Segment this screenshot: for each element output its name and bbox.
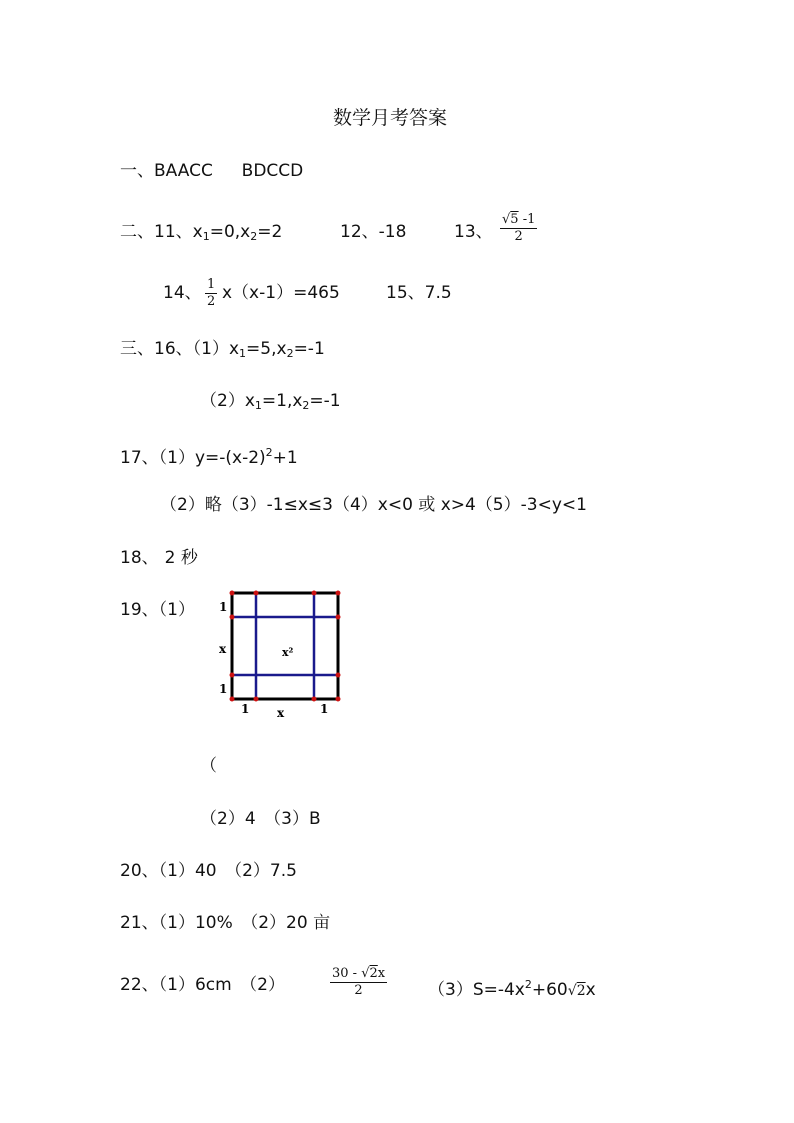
q17-l1-post: +1 [272,448,298,468]
q13-radicand: 5 [510,212,519,227]
q12-answer [340,221,406,243]
q11-x: x [192,222,203,242]
q13-num-rest: -1 [518,212,536,227]
q22-num-a: 30 - [332,966,362,981]
q16-p2-pre: （2）x [200,391,255,411]
q11-eq2: =2 [257,222,283,242]
label-one-top: 1 [219,600,228,614]
q22-part3: $(3)S=-4x^2+60√2x$ [428,978,596,1000]
q17-line2: （2）略（3）-1≤x≤3（4）x<0 或 x>4（5）-3<y<1 [160,495,587,515]
q16-part2 [200,390,341,417]
q16-p2-mid: =1,x [261,391,303,411]
q20-answer: 20、（1）40 （2）7.5 [120,861,297,881]
label-bottom-one-right: 1 [320,702,329,716]
section-1-label: 一、 [120,161,154,181]
label-bottom-one-left: 1 [241,702,250,716]
label-one-bottom: 1 [219,682,228,696]
q14-fraction [205,277,217,310]
q16-number: 16、 [154,339,193,359]
q22-denominator: 2 [354,983,363,998]
q16-p1-post: =-1 [293,339,325,359]
q11-sub2: 2 [250,230,258,243]
q16-p2-sub1: 1 [254,399,262,412]
q18-value: 2 秒 [164,548,198,568]
q22-pre: 22、（1）6cm （2） [120,975,285,995]
q16-p1-sub2: 2 [286,347,294,360]
q14-number: 14、 [163,283,202,303]
q14-denominator: 2 [207,294,216,309]
q22-num-b: x [377,966,386,981]
section-2-label: 二、 [120,222,154,242]
q22-fraction [330,966,387,999]
q13-denominator: 2 [514,229,523,244]
q19-grid-figure [210,588,350,720]
page-title: 数学月考答案 [333,107,448,129]
q12-value: -18 [378,222,407,242]
q16-p1-pre: （1）x [192,339,240,359]
q22-p3-mid: +60 [531,980,568,1000]
q22-p3-post: x [585,980,596,1000]
q22-numerator: 30 - √2x [332,966,386,981]
label-bottom-x: x [277,706,285,720]
label-x-left: x [219,642,227,656]
q22-num-radicand: 2 [369,966,378,981]
q22-p3-radicand: 2 [576,983,586,999]
q19-paren: （ [200,756,217,776]
label-center-x-squared: x² [282,646,294,659]
q13-fraction [500,212,537,245]
q17-l1-sup: 2 [265,446,273,459]
q11-answer [120,221,282,248]
q13-number: 13、 [454,222,493,242]
q11-sub1: 1 [202,230,210,243]
q17-line1 [120,442,298,469]
q19-line3: （2）4 （3）B [200,809,321,829]
q21-answer: 21、（1）10% （2）20 亩 [120,913,331,933]
section-3-label: 三、 [120,339,154,359]
section-1 [120,160,303,182]
q13-numerator: √5 -1 [502,212,536,227]
q16-p2-post: =-1 [309,391,341,411]
q11-number: 11、 [154,222,193,242]
q16-p2-sub2: 2 [302,399,310,412]
q15-answer [386,282,452,304]
q16-p1-mid: =5,x [246,339,287,359]
q19-number: 19、（1） [120,600,195,620]
answer-group-1: BAACC [154,161,213,181]
q18-number: 18、 [120,548,159,568]
q11-eq1: =0,x [209,222,251,242]
q16-part1 [120,338,325,365]
q16-p1-sub1: 1 [239,347,247,360]
q14-numerator: 1 [207,277,216,292]
q15-number: 15、 [386,283,425,303]
answer-group-2: BDCCD [241,161,304,181]
q14-answer: x（x-1）=465 [222,283,340,303]
q15-value: 7.5 [424,283,452,303]
q22-p3-sup: 2 [524,978,532,991]
q18-answer [120,547,198,569]
q22-p3-pre: （3）S=-4x [428,980,525,1000]
q12-number: 12、 [340,222,379,242]
q17-l1-pre: 17、（1）y=-(x-2) [120,448,266,468]
